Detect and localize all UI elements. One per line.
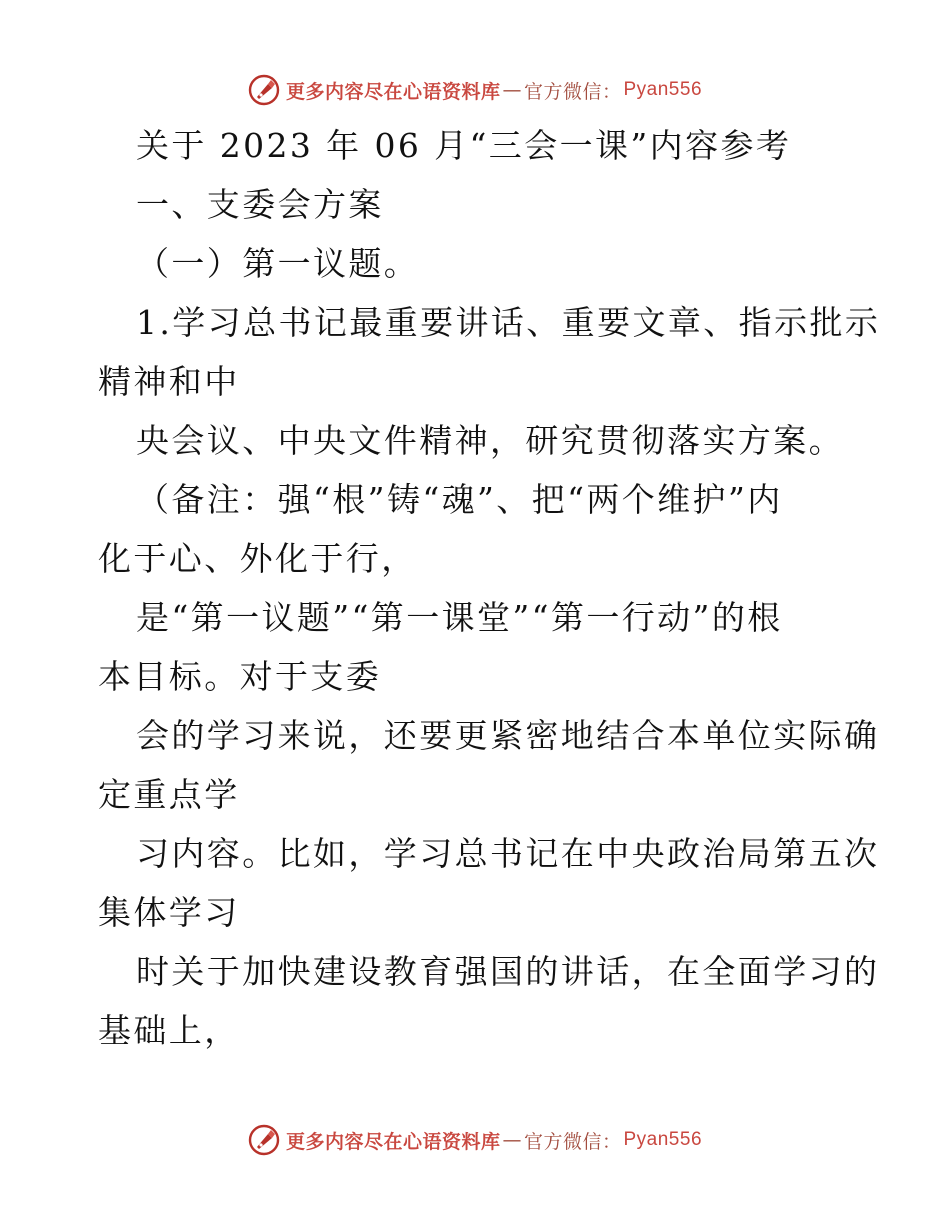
paragraph-line: （备注：强“根”铸“魂”、把“两个维护”内 xyxy=(136,480,783,519)
banner-wechat-id: Pyan556 xyxy=(623,1129,703,1150)
banner-wechat-label: 官方微信： xyxy=(523,80,622,103)
paragraph-line: 央会议、中央文件精神，研究贯彻落实方案。 xyxy=(136,421,844,460)
paragraph-line: 1.学习总书记最重要讲话、重要文章、指示批示 xyxy=(136,303,881,342)
banner-dash: — xyxy=(502,79,522,101)
paragraph-line: 集体学习 xyxy=(98,893,240,932)
paragraph-line: 是“第一议题”“第一课堂”“第一行动”的根 xyxy=(136,598,783,637)
paragraph-line: 定重点学 xyxy=(98,775,240,814)
banner-main-text: 更多内容尽在心语资料库 xyxy=(285,80,501,103)
pen-nib-logo-icon xyxy=(248,74,280,106)
paragraph-line: 基础上， xyxy=(98,1011,240,1050)
paragraph-line: 精神和中 xyxy=(98,362,240,401)
banner-dash: — xyxy=(502,1129,522,1151)
paragraph-line: 习内容。比如，学习总书记在中央政治局第五次 xyxy=(136,834,880,873)
subsection-heading: （一）第一议题。 xyxy=(136,244,420,283)
banner-wechat-id: Pyan556 xyxy=(623,79,703,100)
paragraph-line: 时关于加快建设教育强国的讲话，在全面学习的 xyxy=(136,952,880,991)
paragraph-line: 化于心、外化于行， xyxy=(98,539,417,578)
document-body xyxy=(98,116,881,1060)
header-banner xyxy=(0,70,950,110)
banner-wechat-label: 官方微信： xyxy=(523,1130,622,1153)
banner-main-text: 更多内容尽在心语资料库 xyxy=(285,1130,501,1153)
document-title: 关于 2023 年 06 月“三会一课”内容参考 xyxy=(136,126,792,165)
footer-banner xyxy=(0,1120,950,1160)
paragraph-line: 会的学习来说，还要更紧密地结合本单位实际确 xyxy=(136,716,880,755)
pen-nib-logo-icon xyxy=(248,1124,280,1156)
section-heading: 一、支委会方案 xyxy=(136,185,384,224)
paragraph-line: 本目标。对于支委 xyxy=(98,657,382,696)
